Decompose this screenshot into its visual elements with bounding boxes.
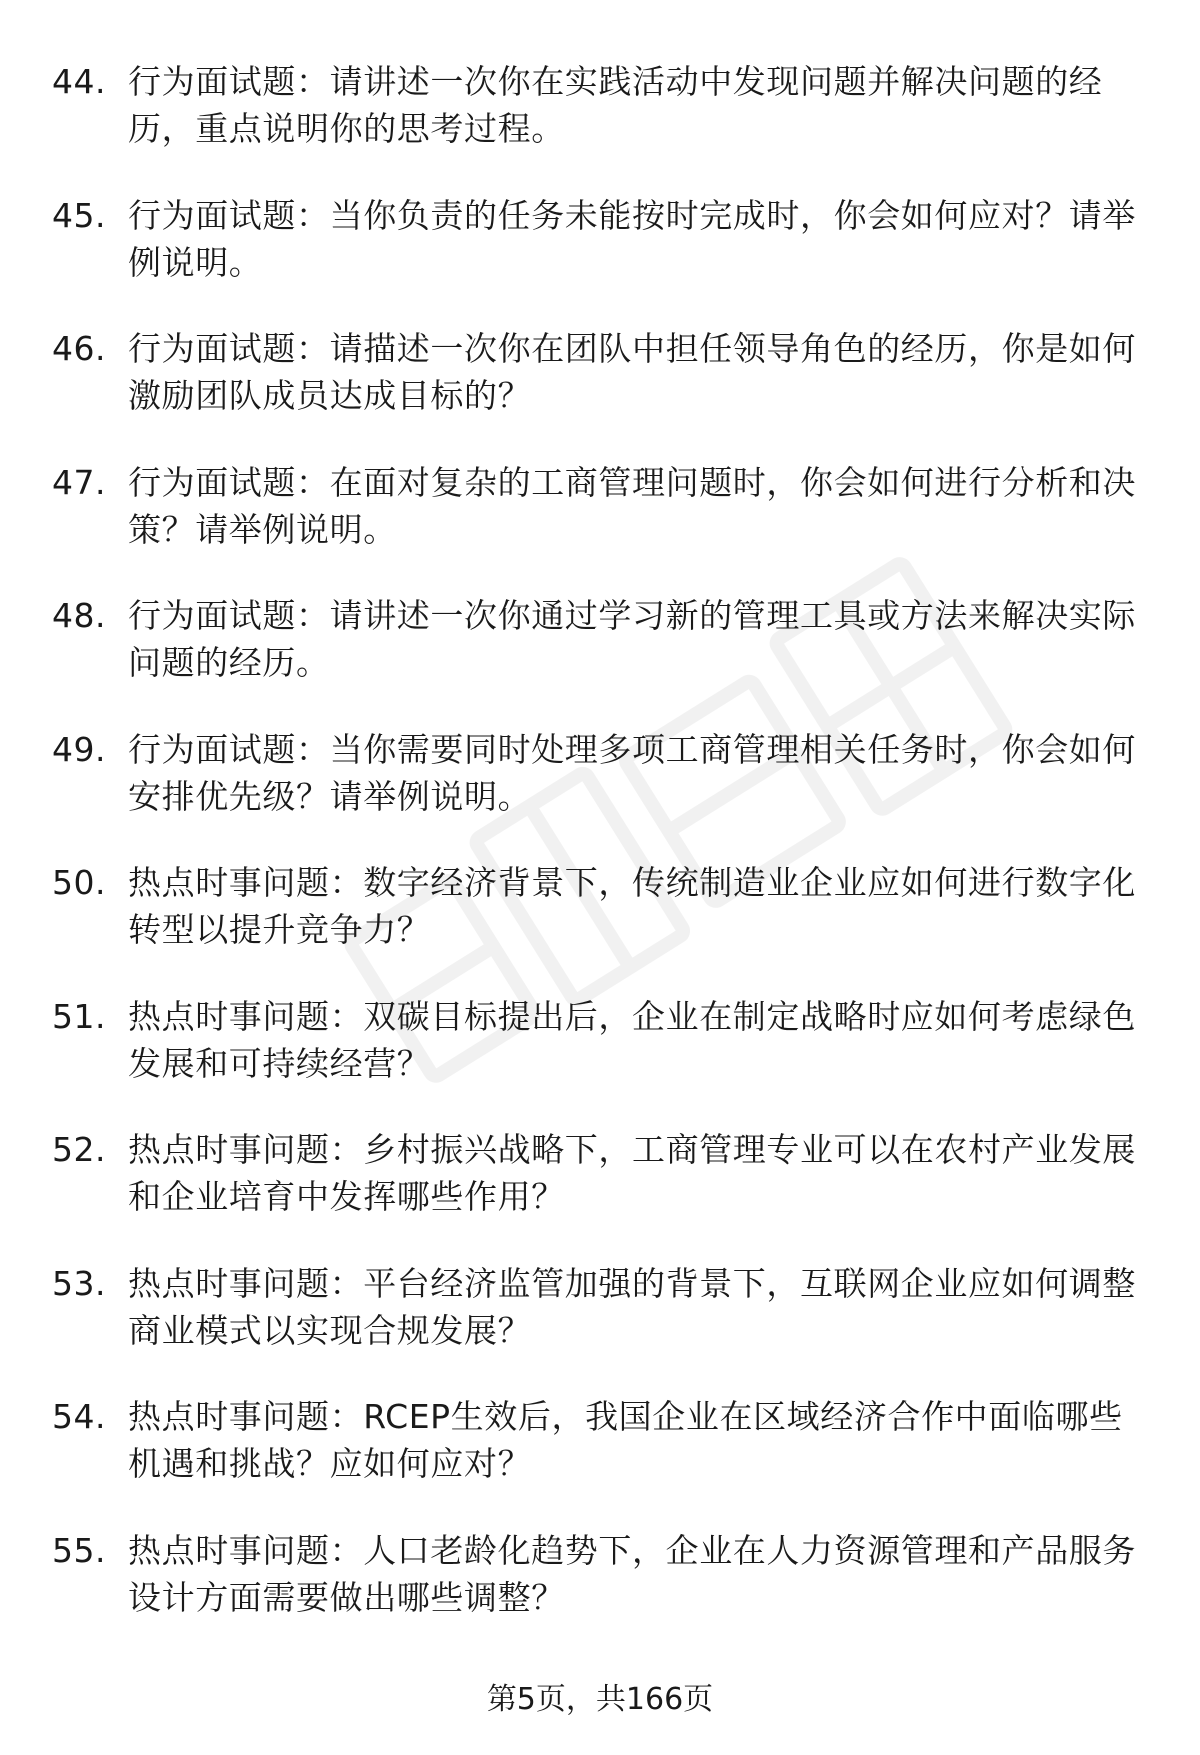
question-text: 热点时事问题：RCEP生效后，我国企业在区域经济合作中面临哪些机遇和挑战？应如何应对？ — [128, 1397, 1123, 1483]
question-number: 53. — [52, 1263, 106, 1303]
question-item — [0, 1521, 1200, 1655]
question-text: 热点时事问题：数字经济背景下，传统制造业企业应如何进行数字化转型以提升竞争力？ — [128, 863, 1136, 949]
question-text: 热点时事问题：平台经济监管加强的背景下，互联网企业应如何调整商业模式以实现合规发展？ — [128, 1263, 1136, 1350]
question-number: 54. — [52, 1397, 106, 1436]
question-number: 52. — [52, 1130, 106, 1169]
question-item — [0, 1387, 1200, 1521]
question-text: 行为面试题：在面对复杂的工商管理问题时，你会如何进行分析和决策？请举例说明。 — [128, 462, 1136, 549]
question-text: 热点时事问题：双碳目标提出后，企业在制定战略时应如何考虑绿色发展和可持续经营？ — [128, 996, 1136, 1083]
question-text: 行为面试题：请描述一次你在团队中担任领导角色的经历，你是如何激励团队成员达成目标的？ — [128, 329, 1136, 415]
question-number: 50. — [52, 863, 106, 902]
question-number: 55. — [52, 1530, 106, 1570]
question-item — [0, 853, 1200, 987]
question-number: 49. — [52, 729, 106, 769]
question-number: 47. — [52, 462, 106, 502]
question-item — [0, 1254, 1200, 1388]
question-list — [0, 52, 1200, 1654]
question-text: 行为面试题：请讲述一次你通过学习新的管理工具或方法来解决实际问题的经历。 — [128, 596, 1136, 682]
question-text: 行为面试题：当你需要同时处理多项工商管理相关任务时，你会如何安排优先级？请举例说明。 — [128, 729, 1136, 816]
question-item — [0, 586, 1200, 720]
page-footer: 第5页，共166页 — [486, 1682, 714, 1717]
question-item — [0, 52, 1200, 186]
question-text: 热点时事问题：乡村振兴战略下，工商管理专业可以在农村产业发展和企业培育中发挥哪些作用？ — [128, 1130, 1136, 1216]
question-number: 48. — [52, 596, 106, 635]
question-number: 51. — [52, 996, 106, 1036]
question-text: 热点时事问题：人口老龄化趋势下，企业在人力资源管理和产品服务设计方面需要做出哪些调整？ — [128, 1530, 1136, 1617]
question-item — [0, 453, 1200, 587]
question-text: 行为面试题：当你负责的任务未能按时完成时，你会如何应对？请举例说明。 — [128, 195, 1136, 282]
question-item — [0, 1120, 1200, 1254]
question-item — [0, 186, 1200, 320]
question-number: 45. — [52, 195, 106, 235]
question-number: 44. — [52, 62, 106, 101]
question-text: 行为面试题：请讲述一次你在实践活动中发现问题并解决问题的经历，重点说明你的思考过程。 — [128, 62, 1103, 148]
question-item — [0, 319, 1200, 453]
question-number: 46. — [52, 329, 106, 368]
question-item — [0, 720, 1200, 854]
question-item — [0, 987, 1200, 1121]
